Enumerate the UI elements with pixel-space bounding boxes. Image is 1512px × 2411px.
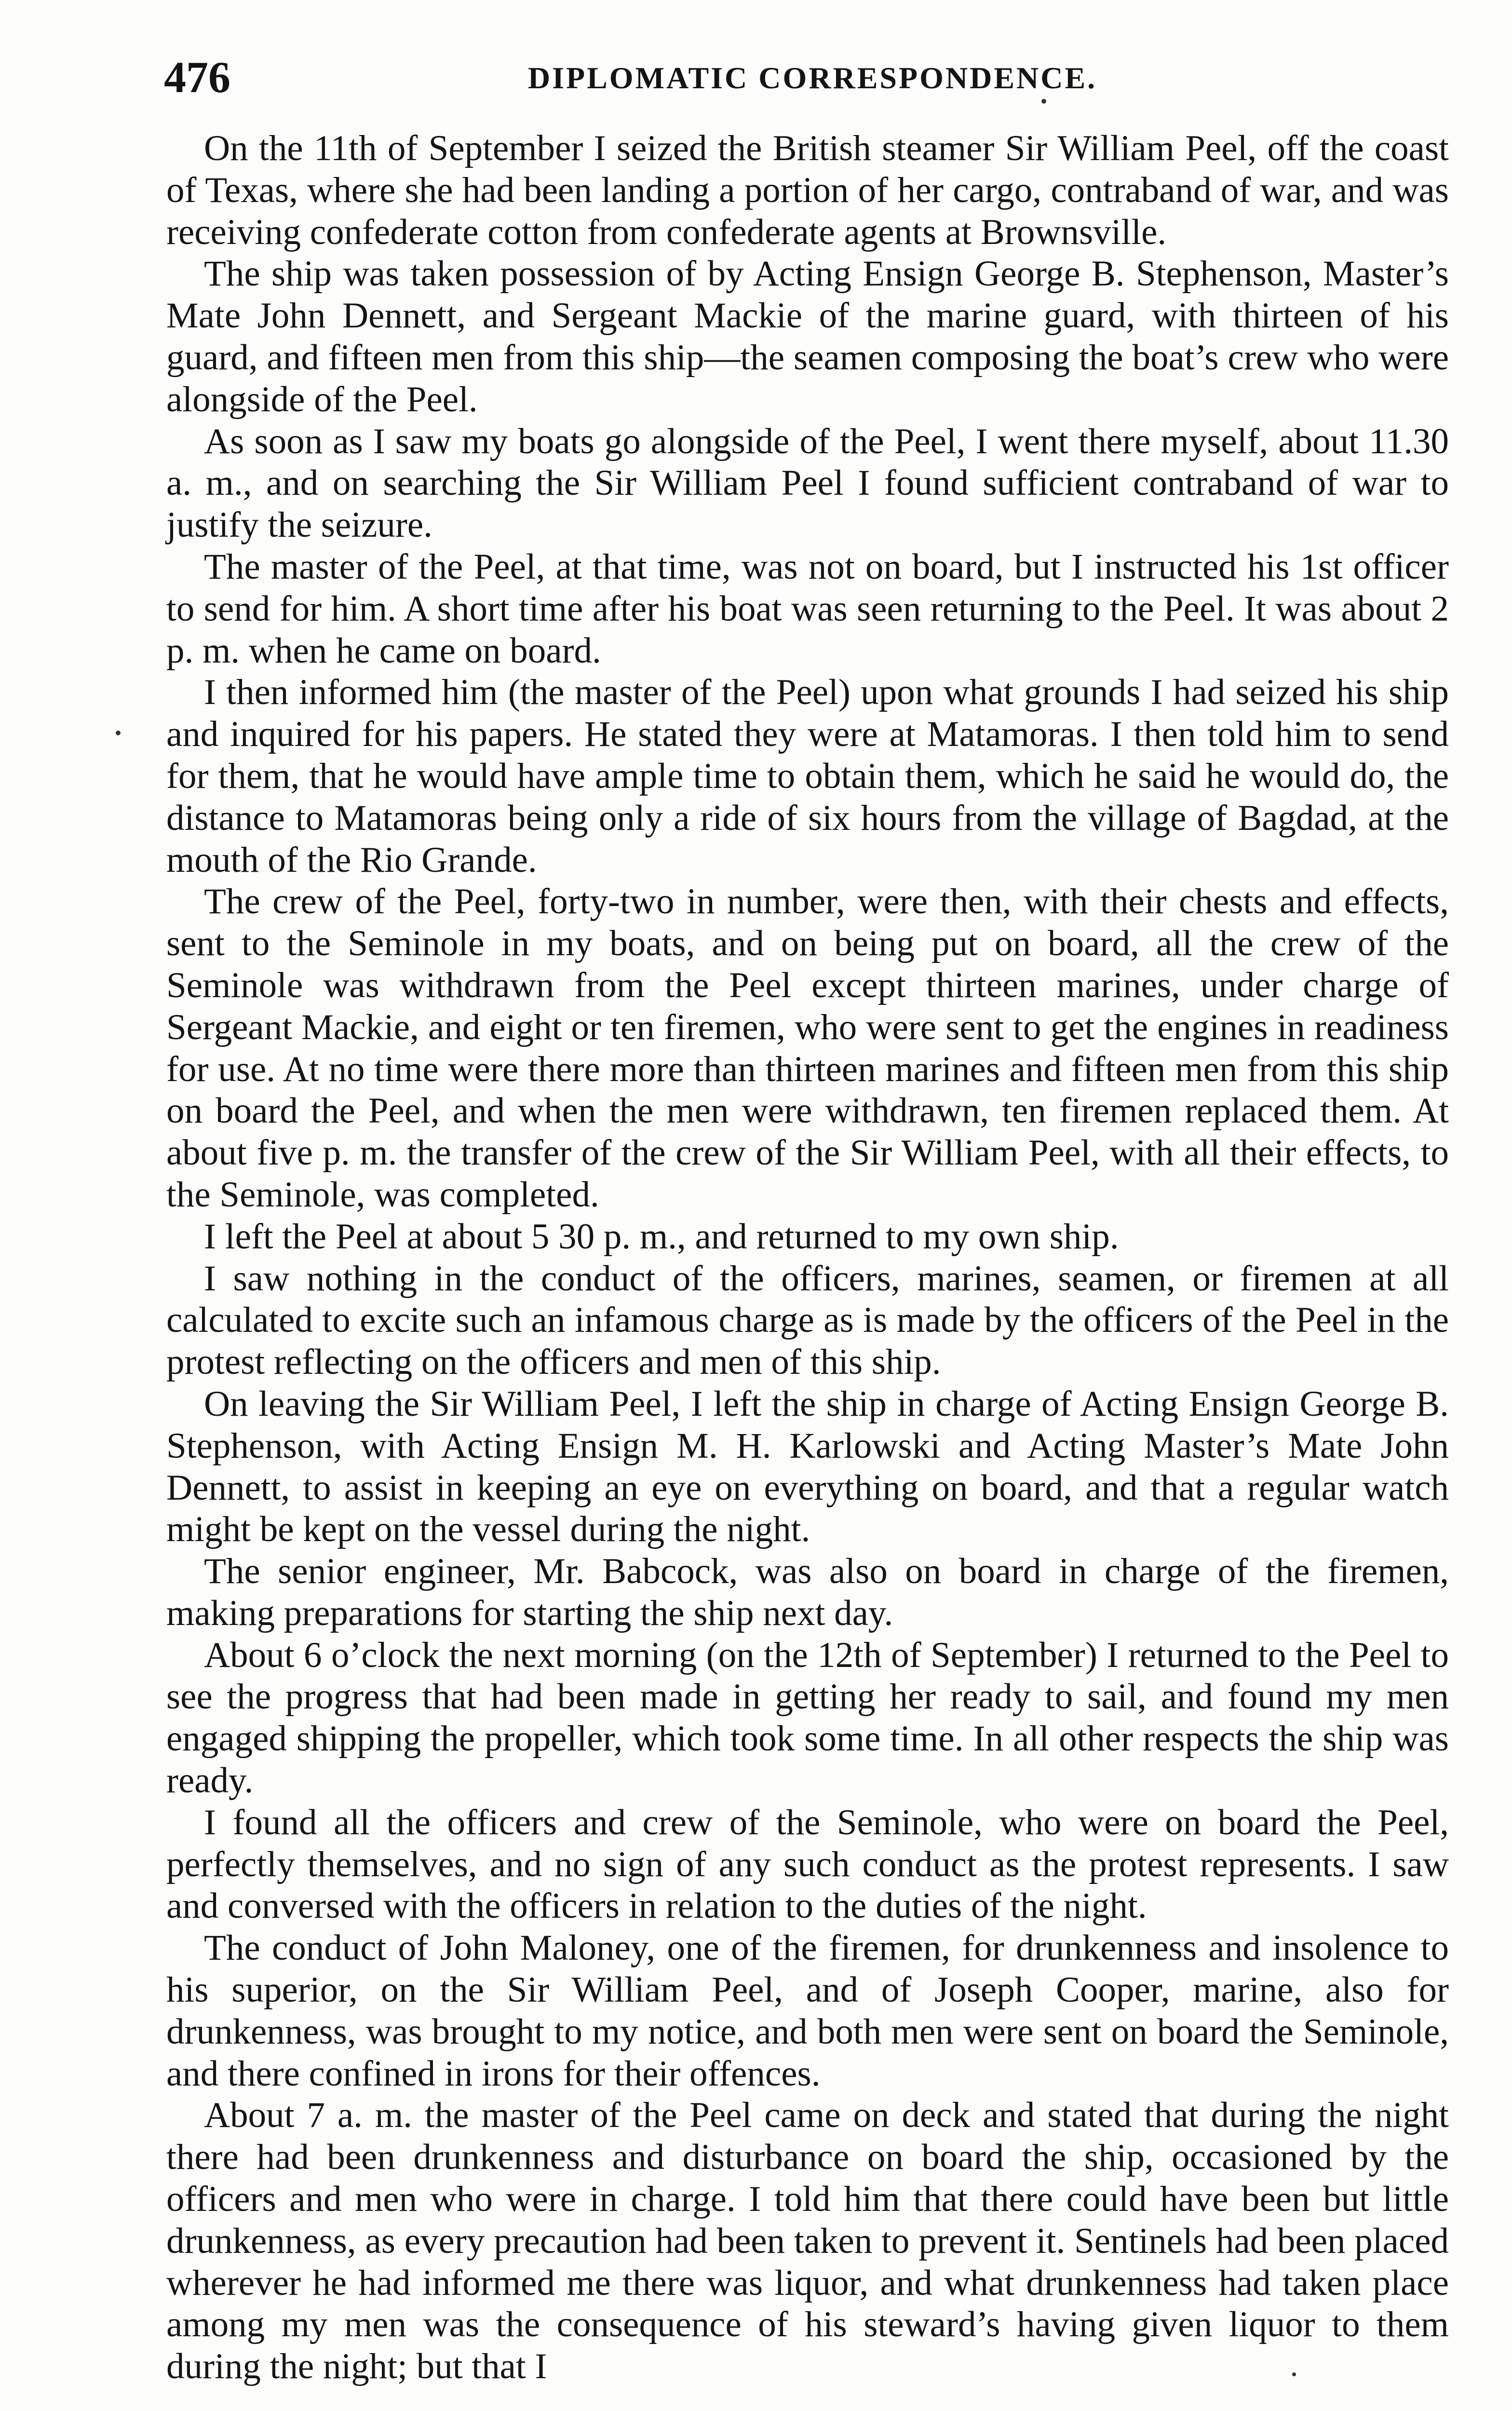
paragraph: The conduct of John Maloney, one of the firemen, for drunkenness and insolence to his superior, on the Sir William Peel, and of Joseph Cooper, marine, also for drunkenness, was brought to my notice, and both men were sent on board the Seminole, and there confined in irons for their offences. xyxy=(166,1928,1449,2094)
paragraph: On leaving the Sir William Peel, I left the ship in charge of Acting Ensign George B. Stephenson, with Acting Ensign M. H. Karlowski and Acting Master’s Mate John Dennett, to assist in keeping an eye on everything on board, and that a regular watch might be kept on the vessel during the night. xyxy=(166,1383,1449,1550)
page-header xyxy=(164,48,1461,106)
print-speck xyxy=(116,731,121,735)
page-number: 476 xyxy=(164,53,230,102)
paragraph: The senior engineer, Mr. Babcock, was also on board in charge of the firemen, making preparations for starting the ship next day. xyxy=(166,1551,1449,1633)
body-text xyxy=(166,128,1449,2387)
print-speck xyxy=(1292,2372,1296,2376)
paragraph: The master of the Peel, at that time, was not on board, but I instructed his 1st officer to send for him. A short time after his boat was seen returning to the Peel. It was about 2 p. m. when he came on board. xyxy=(166,546,1449,671)
paragraph: About 6 o’clock the next morning (on the 12th of September) I returned to the Peel to see the progress that had been made in getting her ready to sail, and found my men engaged shipping the propeller, which took some time. In all other respects the ship was ready. xyxy=(166,1635,1449,1801)
paragraph: On the 11th of September I seized the British steamer Sir William Peel, off the coast of Texas, where she had been landing a portion of her cargo, contraband of war, and was receiving confederate cotton from confederate agents at Brownsville. xyxy=(166,128,1449,252)
paragraph: I then informed him (the master of the Peel) upon what grounds I had seized his ship and inquired for his papers. He stated they were at Matamoras. I then told him to send for them, that he would have ample time to obtain them, which he said he would do, the distance to Matamoras being only a ride of six hours from the village of Bagdad, at the mouth of the Rio Grande. xyxy=(166,672,1449,880)
paragraph: The ship was taken possession of by Acting Ensign George B. Stephenson, Master’s Mate John Dennett, and Sergeant Mackie of the marine guard, with thirteen of his guard, and fifteen men from this ship—the seamen composing the boat’s crew who were alongside of the Peel. xyxy=(166,254,1449,420)
paragraph: As soon as I saw my boats go alongside of the Peel, I went there myself, about 11.30 a. m., and on searching the Sir William Peel I found sufficient contraband of war to justify the seizure. xyxy=(166,421,1449,545)
paragraph: I left the Peel at about 5 30 p. m., and returned to my own ship. xyxy=(204,1216,1119,1257)
print-speck xyxy=(1041,99,1046,104)
paragraph: About 7 a. m. the master of the Peel came on deck and stated that during the night there had been drunkenness and disturbance on board the ship, occasioned by the officers and men who were in charge. I told him that there could have been but little drunkenness, as every precaution had been taken to prevent it. Sentinels had been placed wherever he had informed me there was liquor, and what drunkenness had taken place among my men was the consequence of his steward’s having given liquor to them during the night; but that I xyxy=(166,2095,1449,2387)
running-head: DIPLOMATIC CORRESPONDENCE. xyxy=(527,61,1097,95)
paragraph: I saw nothing in the conduct of the officers, marines, seamen, or firemen at all calculated to excite such an infamous charge as is made by the officers of the Peel in the protest reflecting on the officers and men of this ship. xyxy=(166,1258,1449,1382)
paragraph: I found all the officers and crew of the Seminole, who were on board the Peel, perfectly themselves, and no sign of any such conduct as the protest represents. I saw and conversed with the officers in relation to the duties of the night. xyxy=(166,1802,1449,1926)
paragraph: The crew of the Peel, forty-two in number, were then, with their chests and effects, sent to the Seminole in my boats, and on being put on board, all the crew of the Seminole was withdrawn from the Peel except thirteen marines, under charge of Sergeant Mackie, and eight or ten firemen, who were sent to get the engines in readiness for use. At no time were there more than thirteen marines and fifteen men from this ship on board the Peel, and when the men were withdrawn, ten firemen replaced them. At about five p. m. the transfer of the crew of the Sir William Peel, with all their effects, to the Seminole, was completed. xyxy=(166,881,1449,1215)
